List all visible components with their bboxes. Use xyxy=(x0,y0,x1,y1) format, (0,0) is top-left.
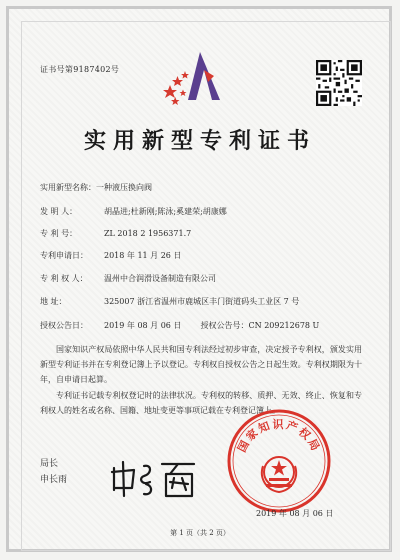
certificate-number: 证书号第9187402号 xyxy=(40,65,120,74)
filing-date-value: 2018 年 11 月 26 日 xyxy=(104,251,182,260)
patent-number-label: 专 利 号： xyxy=(40,229,78,238)
utility-model-name-label: 实用新型名称： xyxy=(40,183,96,192)
issue-date: 2019 年 08 月 06 日 xyxy=(256,509,334,518)
qr-code-icon xyxy=(316,60,362,106)
statement-paragraph-1: 国家知识产权局依照中华人民共和国专利法经过初步审查，决定授予专利权，颁发实用新型专利证书并在专利登记簿上予以登记。专利权自授权公告之日起生效。专利权期限为十年，自申请日起算。 xyxy=(40,345,362,384)
address-label: 地 址： xyxy=(40,297,67,306)
statement-paragraph-2: 专利证书记载专利权登记时的法律状况。专利权的转移、质押、无效、终止、恢复和专利权人的姓名或名称、国籍、地址变更等事项记载在专利登记簿上。 xyxy=(40,391,362,415)
filing-date-label: 专利申请日： xyxy=(40,251,88,260)
director-name-label: 申长雨 xyxy=(40,475,68,485)
certificate-title: 实用新型专利证书 xyxy=(83,128,316,154)
utility-model-name-row xyxy=(40,182,152,193)
grant-date-label: 授权公告日： xyxy=(40,321,88,330)
director-title-label: 局长 xyxy=(40,459,59,469)
filing-date-row xyxy=(40,250,181,261)
grant-number-label: 授权公告号： xyxy=(200,321,249,330)
patent-number-value: ZL 2018 2 1956371.7 xyxy=(104,229,192,238)
patent-office-logo-icon xyxy=(160,46,240,110)
patentee-label: 专 利 权 人： xyxy=(40,274,88,283)
page-indicator: 第 1 页（共 2 页） xyxy=(170,529,230,537)
official-seal-icon xyxy=(226,408,332,514)
inventor-label: 发 明 人： xyxy=(40,207,78,216)
address-value: 325007 浙江省温州市鹿城区丰门街道码头工业区 7 号 xyxy=(104,297,300,306)
address-row xyxy=(40,296,299,307)
grant-number-value: CN 209212678 U xyxy=(248,321,320,330)
inventor-value: 胡晶进;杜新刚;陈泳;奚建荣;胡康娜 xyxy=(104,207,227,216)
patent-number-row xyxy=(40,228,191,239)
inventor-row xyxy=(40,206,227,217)
seal-text: 国家知识产权局 xyxy=(235,418,323,455)
utility-model-name-value: 一种液压换向阀 xyxy=(96,183,152,192)
grant-date-value: 2019 年 08 月 06 日 xyxy=(104,321,182,330)
grant-info-row xyxy=(40,320,319,331)
patentee-value: 温州中合润滑设备制造有限公司 xyxy=(104,274,216,283)
patentee-row xyxy=(40,273,216,284)
director-signature-icon xyxy=(108,456,198,500)
